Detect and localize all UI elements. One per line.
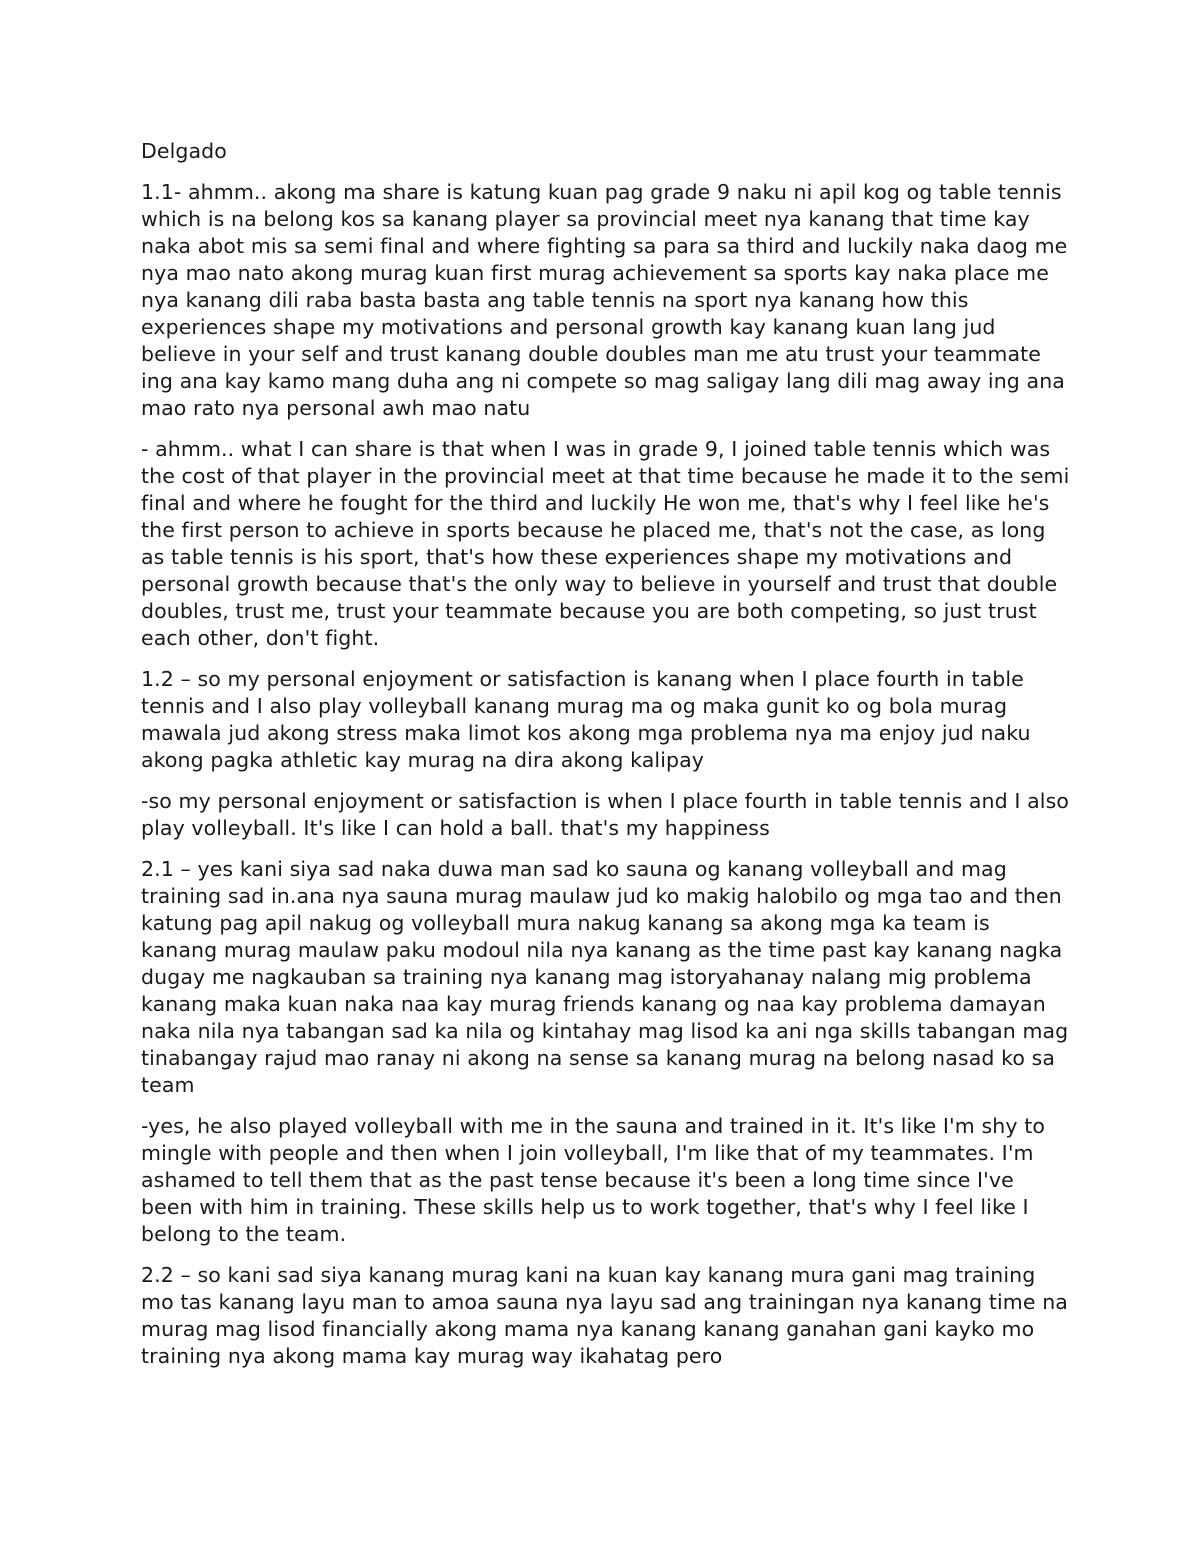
- paragraph-2-2: 2.2 – so kani sad siya kanang murag kani na kuan kay kanang mura gani mag training mo tas kanang layu man to amoa sauna nya layu sad ang trainingan nya kanang time na murag mag lisod financially akong mama nya kanang kanang ganahan gani kayko mo training nya akong mama kay murag way ikahatag pero: [141, 1263, 1068, 1368]
- author-name: Delgado: [141, 139, 227, 163]
- paragraph-1-1: 1.1- ahmm.. akong ma share is katung kuan pag grade 9 naku ni apil kog og table tennis which is na belong kos sa kanang player sa provincial meet nya kanang that time kay naka abot mis sa semi final and where fighting sa para sa third and luckily naka daog me nya mao nato akong murag kuan first murag achievement sa sports kay naka place me nya kanang dili raba basta basta ang table tennis na sport nya kanang how this experiences shape my motivations and personal growth kay kanang kuan lang jud believe in your self and trust kanang double doubles man me atu trust your teammate ing ana kay kamo mang duha ang ni compete so mag saligay lang dili mag away ing ana mao rato nya personal awh mao natu: [141, 180, 1068, 420]
- paragraph-2-1-translation: -yes, he also played volleyball with me in the sauna and trained in it. It's like I'm shy to mingle with people and then when I join volleyball, I'm like that of my teammates. I'm ashamed to tell them that as the past tense because it's been a long time since I've been with him in training. These skills help us to work together, that's why I feel like I belong to the team.: [141, 1114, 1045, 1246]
- paragraph-2-1: 2.1 – yes kani siya sad naka duwa man sad ko sauna og kanang volleyball and mag training sad in.ana nya sauna murag maulaw jud ko makig halobilo og mga tao and then katung pag apil nakug og volleyball mura nakug kanang sa akong mga ka team is kanang murag maulaw paku modoul nila nya kanang as the time past kay kanang nagka dugay me nagkauban sa training nya kanang mag istoryahanay nalang mig problema kanang maka kuan naka naa kay murag friends kanang og naa kay problema damayan naka nila nya tabangan sad ka nila og kintahay mag lisod ka ani nga skills tabangan mag tinabangay rajud mao ranay ni akong na sense sa kanang murag na belong nasad ko sa team: [141, 857, 1069, 1097]
- paragraph-1-2: 1.2 – so my personal enjoyment or satisfaction is kanang when I place fourth in table tennis and I also play volleyball kanang murag ma og maka gunit ko og bola murag mawala jud akong stress maka limot kos akong mga problema nya ma enjoy jud naku akong pagka athletic kay murag na dira akong kalipay: [141, 667, 1031, 772]
- paragraph-1-1-translation: - ahmm.. what I can share is that when I was in grade 9, I joined table tennis which was the cost of that player in the provincial meet at that time because he made it to the semi final and where he fought for the third and luckily He won me, that's why I feel like he's the first person to achieve in sports because he placed me, that's not the case, as long as table tennis is his sport, that's how these experiences shape my motivations and personal growth because that's the only way to believe in yourself and trust that double doubles, trust me, trust your teammate because you are both competing, so just trust each other, don't fight.: [141, 437, 1070, 650]
- document-body: [141, 138, 1071, 1384]
- paragraph-1-2-translation: -so my personal enjoyment or satisfaction is when I place fourth in table tennis and I also play volleyball. It's like I can hold a ball. that's my happiness: [141, 789, 1070, 840]
